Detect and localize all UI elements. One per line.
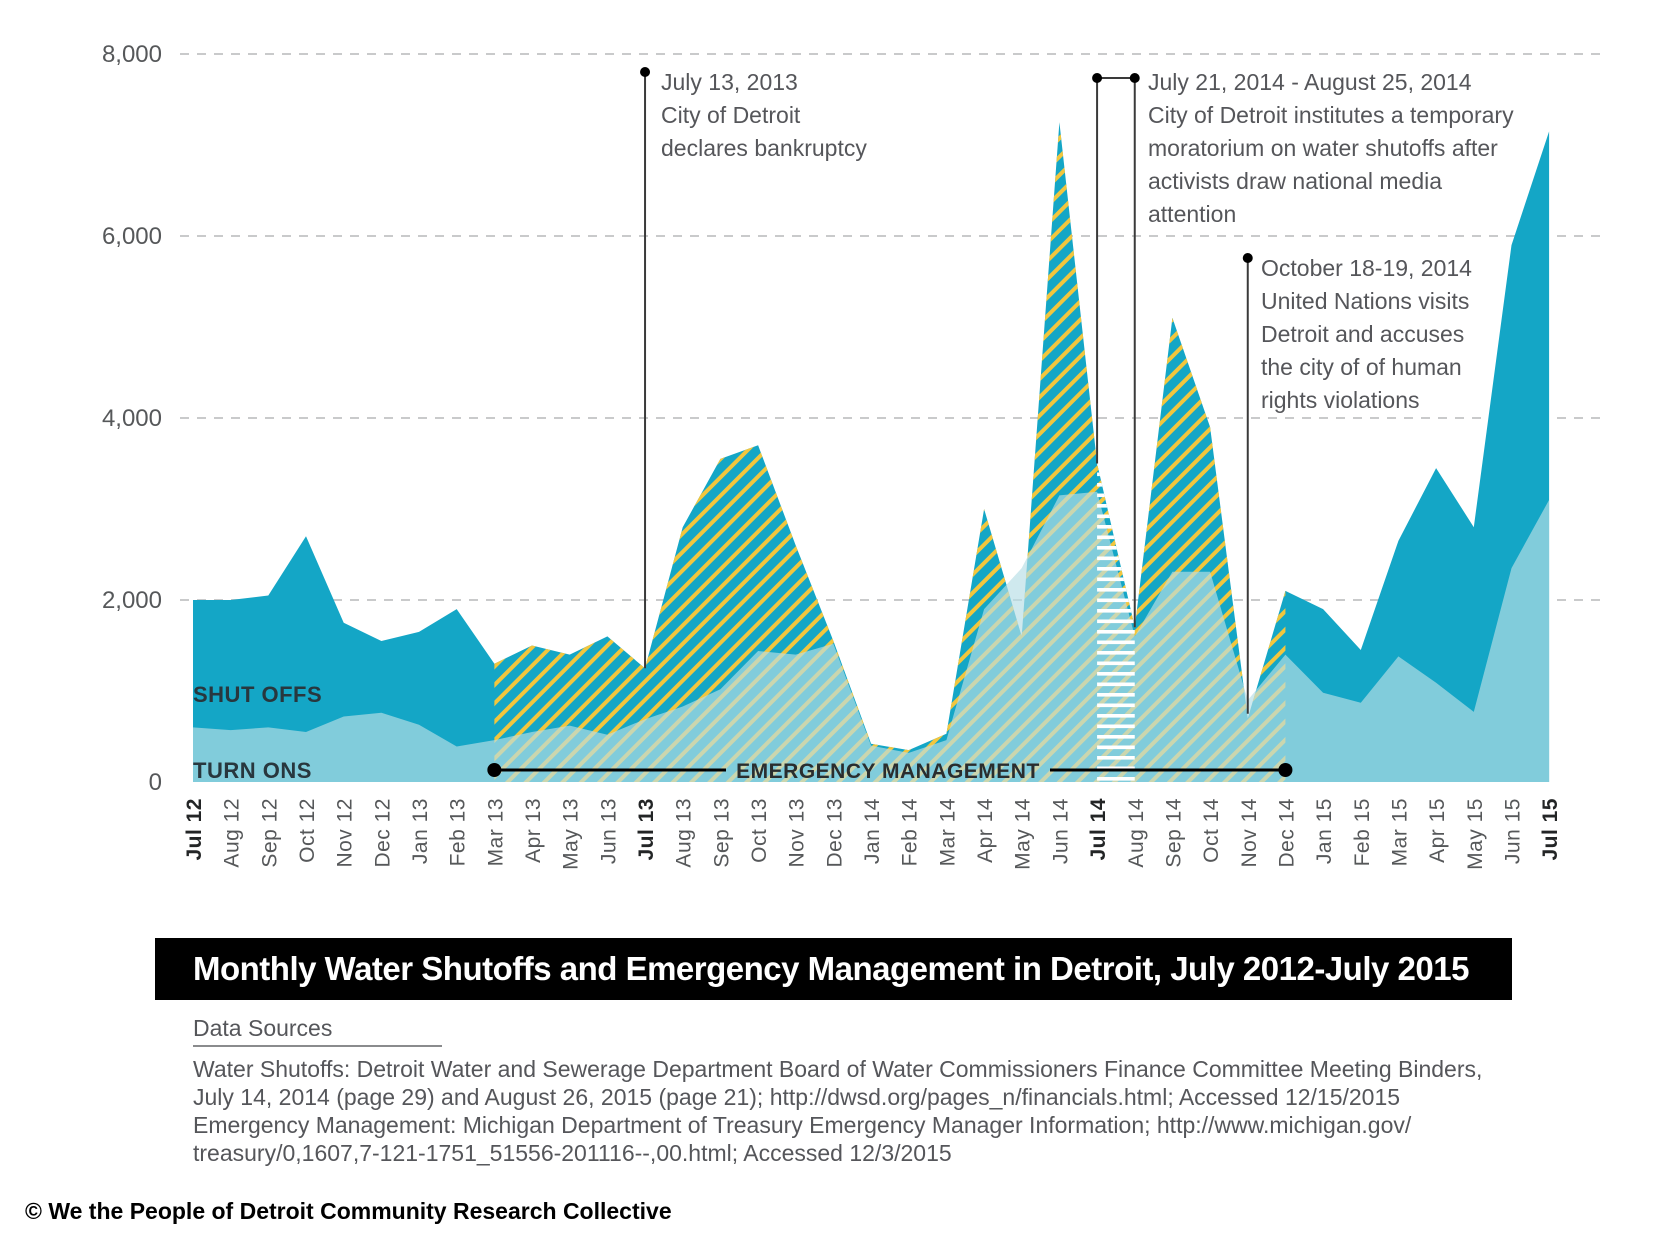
annotation-text: Detroit and accuses <box>1261 321 1465 347</box>
emergency-management-label: EMERGENCY MANAGEMENT <box>736 760 1040 783</box>
annotation-text: declares bankruptcy <box>661 135 867 161</box>
x-axis-tick-label: May 14 <box>1011 798 1035 870</box>
x-axis-tick-label: Oct 13 <box>748 798 772 863</box>
annotation-text: attention <box>1148 201 1237 227</box>
x-axis-tick-label: Jun 15 <box>1501 798 1525 865</box>
y-axis-tick-label: 2,000 <box>101 587 162 614</box>
annotation-text: the city of of human <box>1261 354 1462 380</box>
annotation-dot <box>640 67 650 77</box>
x-axis-tick-label: Apr 13 <box>522 798 545 863</box>
x-axis-tick-label: Feb 14 <box>898 798 922 867</box>
data-sources-line: Water Shutoffs: Detroit Water and Sewerage Department Board of Water Commissioners Finance Committee Meeting Binders, <box>193 1056 1483 1082</box>
x-axis-tick-label: Apr 14 <box>974 798 998 863</box>
x-axis-tick-label: Jan 13 <box>409 798 432 865</box>
x-axis-tick-label: Jul 14 <box>1087 798 1111 861</box>
annotation-text: City of Detroit institutes a temporary <box>1148 102 1514 128</box>
x-axis-tick-label: Oct 14 <box>1200 798 1224 863</box>
x-axis-tick-label: Mar 15 <box>1388 798 1412 867</box>
x-axis-tick-label: Sep 12 <box>258 798 282 868</box>
series-label: SHUT OFFS <box>193 682 323 707</box>
x-axis-tick-label: Jul 12 <box>183 798 206 861</box>
x-axis-tick-label: Aug 13 <box>672 798 696 868</box>
annotation-text: July 21, 2014 - August 25, 2014 <box>1148 69 1472 95</box>
x-axis-tick-label: Feb 15 <box>1350 798 1374 867</box>
chart-title: Monthly Water Shutoffs and Emergency Management in Detroit, July 2012-July 2015 <box>193 950 1469 987</box>
annotation-text: rights violations <box>1261 387 1420 413</box>
x-axis-tick-label: Jul 15 <box>1539 798 1563 861</box>
x-axis-tick-label: Jan 14 <box>861 798 885 865</box>
x-axis-tick-label: Sep 14 <box>1162 798 1186 868</box>
annotation-text: activists draw national media <box>1148 168 1443 194</box>
x-axis-tick-label: Feb 13 <box>446 798 470 867</box>
data-sources-block <box>193 1014 1523 1167</box>
x-axis-tick-label: Oct 12 <box>296 798 319 863</box>
x-axis-tick-label: Apr 15 <box>1426 798 1450 863</box>
x-axis-tick-label: Mar 14 <box>936 798 960 867</box>
x-axis-tick-label: Aug 12 <box>220 798 244 868</box>
annotation-text: moratorium on water shutoffs after <box>1148 135 1498 161</box>
x-axis-tick-label: Aug 14 <box>1124 798 1148 868</box>
copyright-footer: © We the People of Detroit Community Research Collective <box>25 1198 672 1224</box>
data-sources-heading: Data Sources <box>193 1014 442 1047</box>
x-axis-tick-label: Dec 14 <box>1275 798 1299 868</box>
x-axis-tick-label: Nov 14 <box>1237 798 1261 868</box>
data-sources-line: Emergency Management: Michigan Department of Treasury Emergency Manager Information; http://www.michigan.gov/ <box>193 1112 1412 1138</box>
x-axis-tick-label: Nov 12 <box>333 798 357 868</box>
series-label: TURN ONS <box>193 758 312 783</box>
annotation-text: October 18-19, 2014 <box>1261 255 1472 281</box>
x-axis-tick-label: May 13 <box>559 798 583 870</box>
x-axis-tick-label: Mar 13 <box>484 798 508 867</box>
y-axis-tick-label: 6,000 <box>101 223 162 250</box>
y-axis-tick-label: 8,000 <box>101 41 162 68</box>
x-axis-tick-label: May 15 <box>1463 798 1487 870</box>
x-axis-tick-label: Dec 13 <box>823 798 847 868</box>
y-axis-tick-label: 4,000 <box>101 405 162 432</box>
data-sources-line: treasury/0,1607,7-121-1751_51556-201116--,00.html; Accessed 12/3/2015 <box>193 1140 952 1166</box>
emergency-management-end-dot <box>1278 763 1292 777</box>
x-axis-tick-label: Sep 13 <box>710 798 734 868</box>
shutoffs-area <box>193 122 1549 782</box>
x-axis-tick-label: Nov 13 <box>785 798 809 868</box>
annotation-text: United Nations visits <box>1261 288 1470 314</box>
annotation-text: July 13, 2013 <box>661 69 798 95</box>
x-axis-tick-label: Jun 13 <box>597 798 621 865</box>
moratorium-stripe-band <box>1097 40 1135 782</box>
x-axis-tick-label: Dec 12 <box>371 798 395 868</box>
annotation-text: City of Detroit <box>661 102 801 128</box>
annotation-dot <box>1243 253 1253 263</box>
x-axis-tick-label: Jun 14 <box>1049 798 1073 865</box>
y-axis-tick-label: 0 <box>148 769 162 796</box>
x-axis-tick-label: Jul 13 <box>635 798 658 861</box>
emergency-management-start-dot <box>487 763 501 777</box>
data-sources-line: July 14, 2014 (page 29) and August 26, 2015 (page 21); http://dwsd.org/pages_n/financials.html; Accessed 12/15/2015 <box>193 1084 1401 1110</box>
annotation-dot <box>1130 73 1140 83</box>
chart-title-bar <box>155 938 1512 1000</box>
x-axis-tick-label: Jan 15 <box>1313 798 1337 865</box>
annotation-dot <box>1092 73 1102 83</box>
